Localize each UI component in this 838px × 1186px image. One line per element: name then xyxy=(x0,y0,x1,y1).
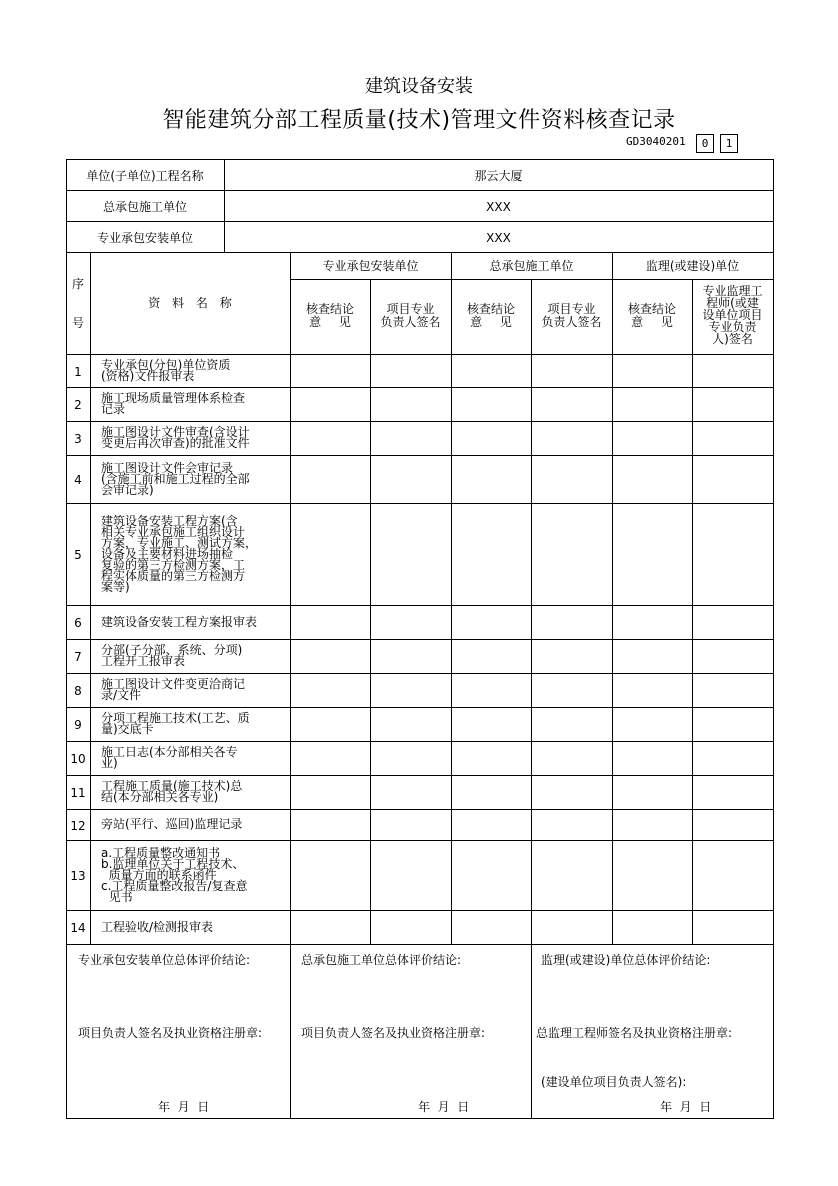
document-name-line: 质量方面的联系函件 xyxy=(101,868,217,882)
row-number: 1 xyxy=(74,365,82,379)
table-vline xyxy=(370,279,371,945)
document-name-line: 工程施工质量(施工技术)总 xyxy=(101,779,243,793)
table-hline xyxy=(66,673,774,674)
document-name-line: (资格)文件报审表 xyxy=(101,369,195,383)
table-vline xyxy=(451,252,452,945)
document-name-line: 施工日志(本分部相关各专 xyxy=(101,745,238,759)
document-name-line: 方案，专业施工、测试方案， xyxy=(101,536,258,550)
table-hline xyxy=(290,279,774,280)
table-hline xyxy=(66,252,774,253)
document-name-line: 记录 xyxy=(101,402,126,416)
table-hline xyxy=(66,639,774,640)
document-name-line: 录/文件 xyxy=(101,688,142,702)
row-number: 11 xyxy=(70,786,86,800)
document-name-line: 分部(子分部、系统、分项) xyxy=(101,643,243,657)
group-supervisor-header: 监理(或建设)单位 xyxy=(645,259,740,273)
eval-specialist: 专业承包安装单位总体评价结论: xyxy=(78,953,251,967)
document-name-line: b.监理单位关于工程技术、 xyxy=(101,857,245,871)
document-name-line: 量)交底卡 xyxy=(101,722,154,736)
document-name-line: 施工现场质量管理体系检查 xyxy=(101,391,246,405)
specialist-contractor-label: 专业承包安装单位 xyxy=(96,231,193,245)
document-name-line: 案等) xyxy=(101,580,130,594)
document-name-line: 工程开工报审表 xyxy=(101,654,186,668)
table-vline xyxy=(531,279,532,945)
col-signer-2-l2: 负责人签名 xyxy=(541,315,602,329)
row-number: 8 xyxy=(74,684,82,698)
table-hline xyxy=(66,910,774,911)
table-hline xyxy=(66,741,774,742)
document-name-line: 工程验收/检测报审表 xyxy=(101,920,214,934)
document-name-line: 复验的第三方检测方案，工 xyxy=(101,558,246,572)
row-number: 7 xyxy=(74,650,82,664)
table-vline xyxy=(612,252,613,945)
col-check-1-l2: 意 见 xyxy=(309,315,351,329)
row-number: 14 xyxy=(70,921,86,935)
name-header: 资 料 名 称 xyxy=(148,296,232,310)
table-hline xyxy=(66,1118,774,1119)
row-number: 12 xyxy=(70,819,86,833)
col-signer-2-l1: 项目专业 xyxy=(547,302,596,316)
group-general-header: 总承包施工单位 xyxy=(489,259,574,273)
table-hline xyxy=(66,775,774,776)
col-supervisor-l5: 人)签名 xyxy=(712,332,753,346)
sign-supervisor: 总监理工程师签名及执业资格注册章: xyxy=(536,1026,733,1040)
col-check-2-l1: 核查结论 xyxy=(466,302,515,316)
col-check-2-l2: 意 见 xyxy=(470,315,512,329)
col-supervisor-l1: 专业监理工 xyxy=(702,284,763,298)
row-number: 4 xyxy=(74,473,82,487)
seq-header-top: 序 xyxy=(71,277,84,291)
specialist-contractor-value: XXX xyxy=(486,231,511,245)
document-name-line: c.工程质量整改报告/复查意 xyxy=(101,879,248,893)
document-name-line: (含施工前和施工过程的全部 xyxy=(101,472,250,486)
date-general: 年 月 日 xyxy=(418,1100,470,1114)
document-name-line: 程实体质量的第三方检测方 xyxy=(101,569,246,583)
table-hline xyxy=(66,503,774,504)
row-number: 9 xyxy=(74,718,82,732)
document-name-line: 旁站(平行、巡回)监理记录 xyxy=(101,817,243,831)
table-hline xyxy=(66,159,774,160)
general-contractor-value: XXX xyxy=(486,200,511,214)
group-specialist-header: 专业承包安装单位 xyxy=(322,259,419,273)
col-supervisor-l2: 程师(或建 xyxy=(706,296,759,310)
col-check-1-l1: 核查结论 xyxy=(305,302,354,316)
table-hline xyxy=(66,840,774,841)
table-hline xyxy=(66,944,774,945)
table-vline xyxy=(66,159,67,1119)
document-subtitle: 建筑设备安装 xyxy=(365,76,473,97)
document-name-line: 变更后再次审查)的批准文件 xyxy=(101,436,250,450)
seq-header-bottom: 号 xyxy=(71,316,84,330)
form-code-box-2: 1 xyxy=(720,134,738,153)
form-code: GD3040201 xyxy=(626,135,686,148)
form-code-box-1: 0 xyxy=(696,134,714,153)
col-check-3-l2: 意 见 xyxy=(631,315,673,329)
row-number: 6 xyxy=(74,616,82,630)
table-vline xyxy=(531,944,532,1119)
document-name-line: 相关专业承包施工组织设计 xyxy=(101,525,246,539)
row-number: 10 xyxy=(70,752,86,766)
document-name-line: 施工图设计文件变更洽商记 xyxy=(101,677,246,691)
document-name-line: 专业承包(分包)单位资质 xyxy=(101,358,231,372)
sign-specialist: 项目负责人签名及执业资格注册章: xyxy=(78,1026,263,1040)
table-hline xyxy=(66,387,774,388)
col-supervisor-l4: 专业负责 xyxy=(708,320,757,334)
document-name-line: 分项工程施工技术(工艺、质 xyxy=(101,711,250,725)
document-name-line: 会审记录) xyxy=(101,483,154,497)
document-name-line: 施工图设计文件审查(含设计 xyxy=(101,425,250,439)
row-number: 2 xyxy=(74,398,82,412)
table-vline xyxy=(692,279,693,945)
document-name-line: 结(本分部相关各专业) xyxy=(101,790,219,804)
eval-general: 总承包施工单位总体评价结论: xyxy=(301,953,462,967)
date-specialist: 年 月 日 xyxy=(158,1100,210,1114)
document-name-line: 建筑设备安装工程方案(含 xyxy=(101,514,238,528)
general-contractor-label: 总承包施工单位 xyxy=(102,200,187,214)
document-name-line: 业) xyxy=(101,756,118,770)
table-hline xyxy=(66,455,774,456)
unit-name-label: 单位(子单位)工程名称 xyxy=(86,169,204,183)
table-hline xyxy=(66,605,774,606)
unit-name-value: 那云大厦 xyxy=(474,169,523,183)
table-hline xyxy=(66,221,774,222)
col-signer-1-l1: 项目专业 xyxy=(386,302,435,316)
table-vline xyxy=(90,252,91,945)
col-check-3-l1: 核查结论 xyxy=(627,302,676,316)
document-name-line: a.工程质量整改通知书 xyxy=(101,846,221,860)
col-signer-1-l2: 负责人签名 xyxy=(380,315,441,329)
eval-supervisor: 监理(或建设)单位总体评价结论: xyxy=(541,953,711,967)
document-name-line: 见书 xyxy=(101,890,133,904)
table-hline xyxy=(66,809,774,810)
col-supervisor-l3: 设单位项目 xyxy=(702,308,763,322)
document-title: 智能建筑分部工程质量(技术)管理文件资料核查记录 xyxy=(162,108,676,133)
document-name-line: 施工图设计文件会审记录 xyxy=(101,461,234,475)
table-vline xyxy=(773,159,774,1119)
table-hline xyxy=(66,421,774,422)
table-vline xyxy=(290,252,291,1119)
table-hline xyxy=(66,354,774,355)
table-hline xyxy=(66,190,774,191)
table-hline xyxy=(66,707,774,708)
document-name-line: 建筑设备安装工程方案报审表 xyxy=(101,615,258,629)
date-supervisor: 年 月 日 xyxy=(660,1100,712,1114)
sign-general: 项目负责人签名及执业资格注册章: xyxy=(301,1026,486,1040)
document-name-line: 设备及主要材料进场抽检 xyxy=(101,547,234,561)
row-number: 13 xyxy=(70,869,86,883)
row-number: 3 xyxy=(74,432,82,446)
row-number: 5 xyxy=(74,548,82,562)
sign-owner: (建设单位项目负责人签名): xyxy=(541,1075,687,1089)
